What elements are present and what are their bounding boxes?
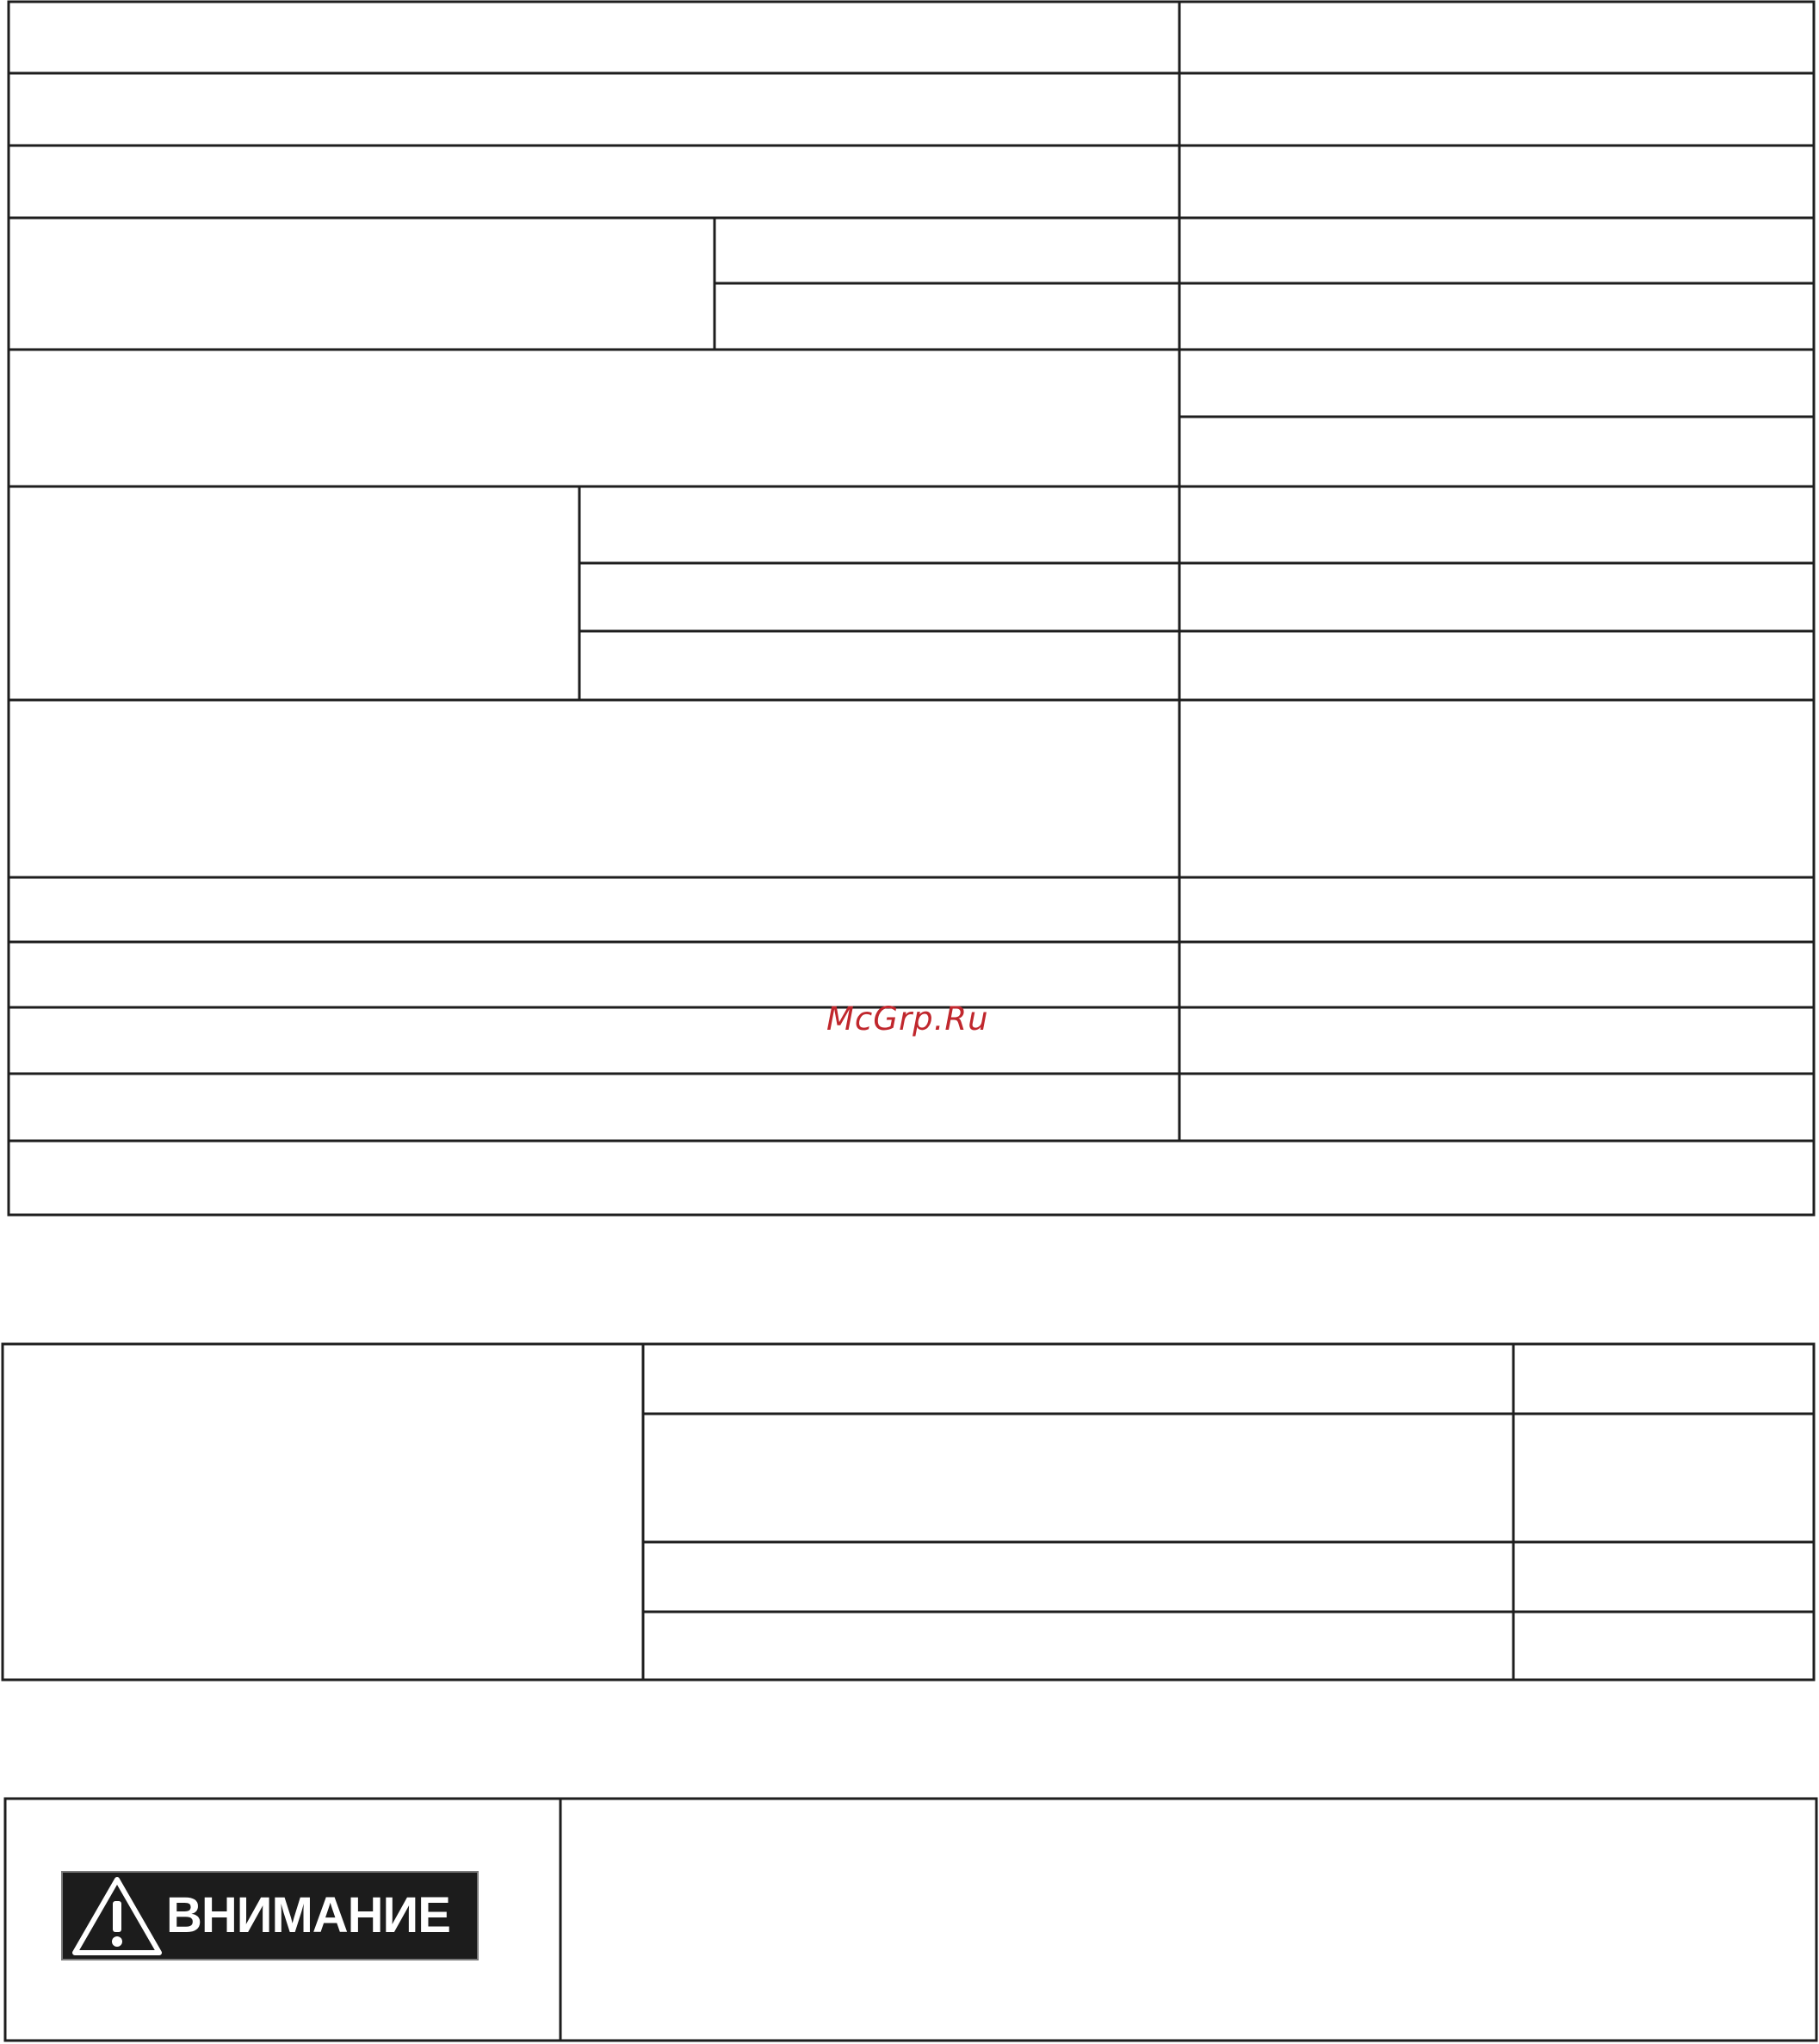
warning-badge	[61, 1871, 479, 1960]
warning-label: ВНИМАНИЕ	[166, 1887, 450, 1943]
second-table	[3, 1344, 1814, 1680]
warning-triangle-icon	[70, 1873, 164, 1959]
watermark-text: McGrp.Ru	[826, 1000, 989, 1037]
